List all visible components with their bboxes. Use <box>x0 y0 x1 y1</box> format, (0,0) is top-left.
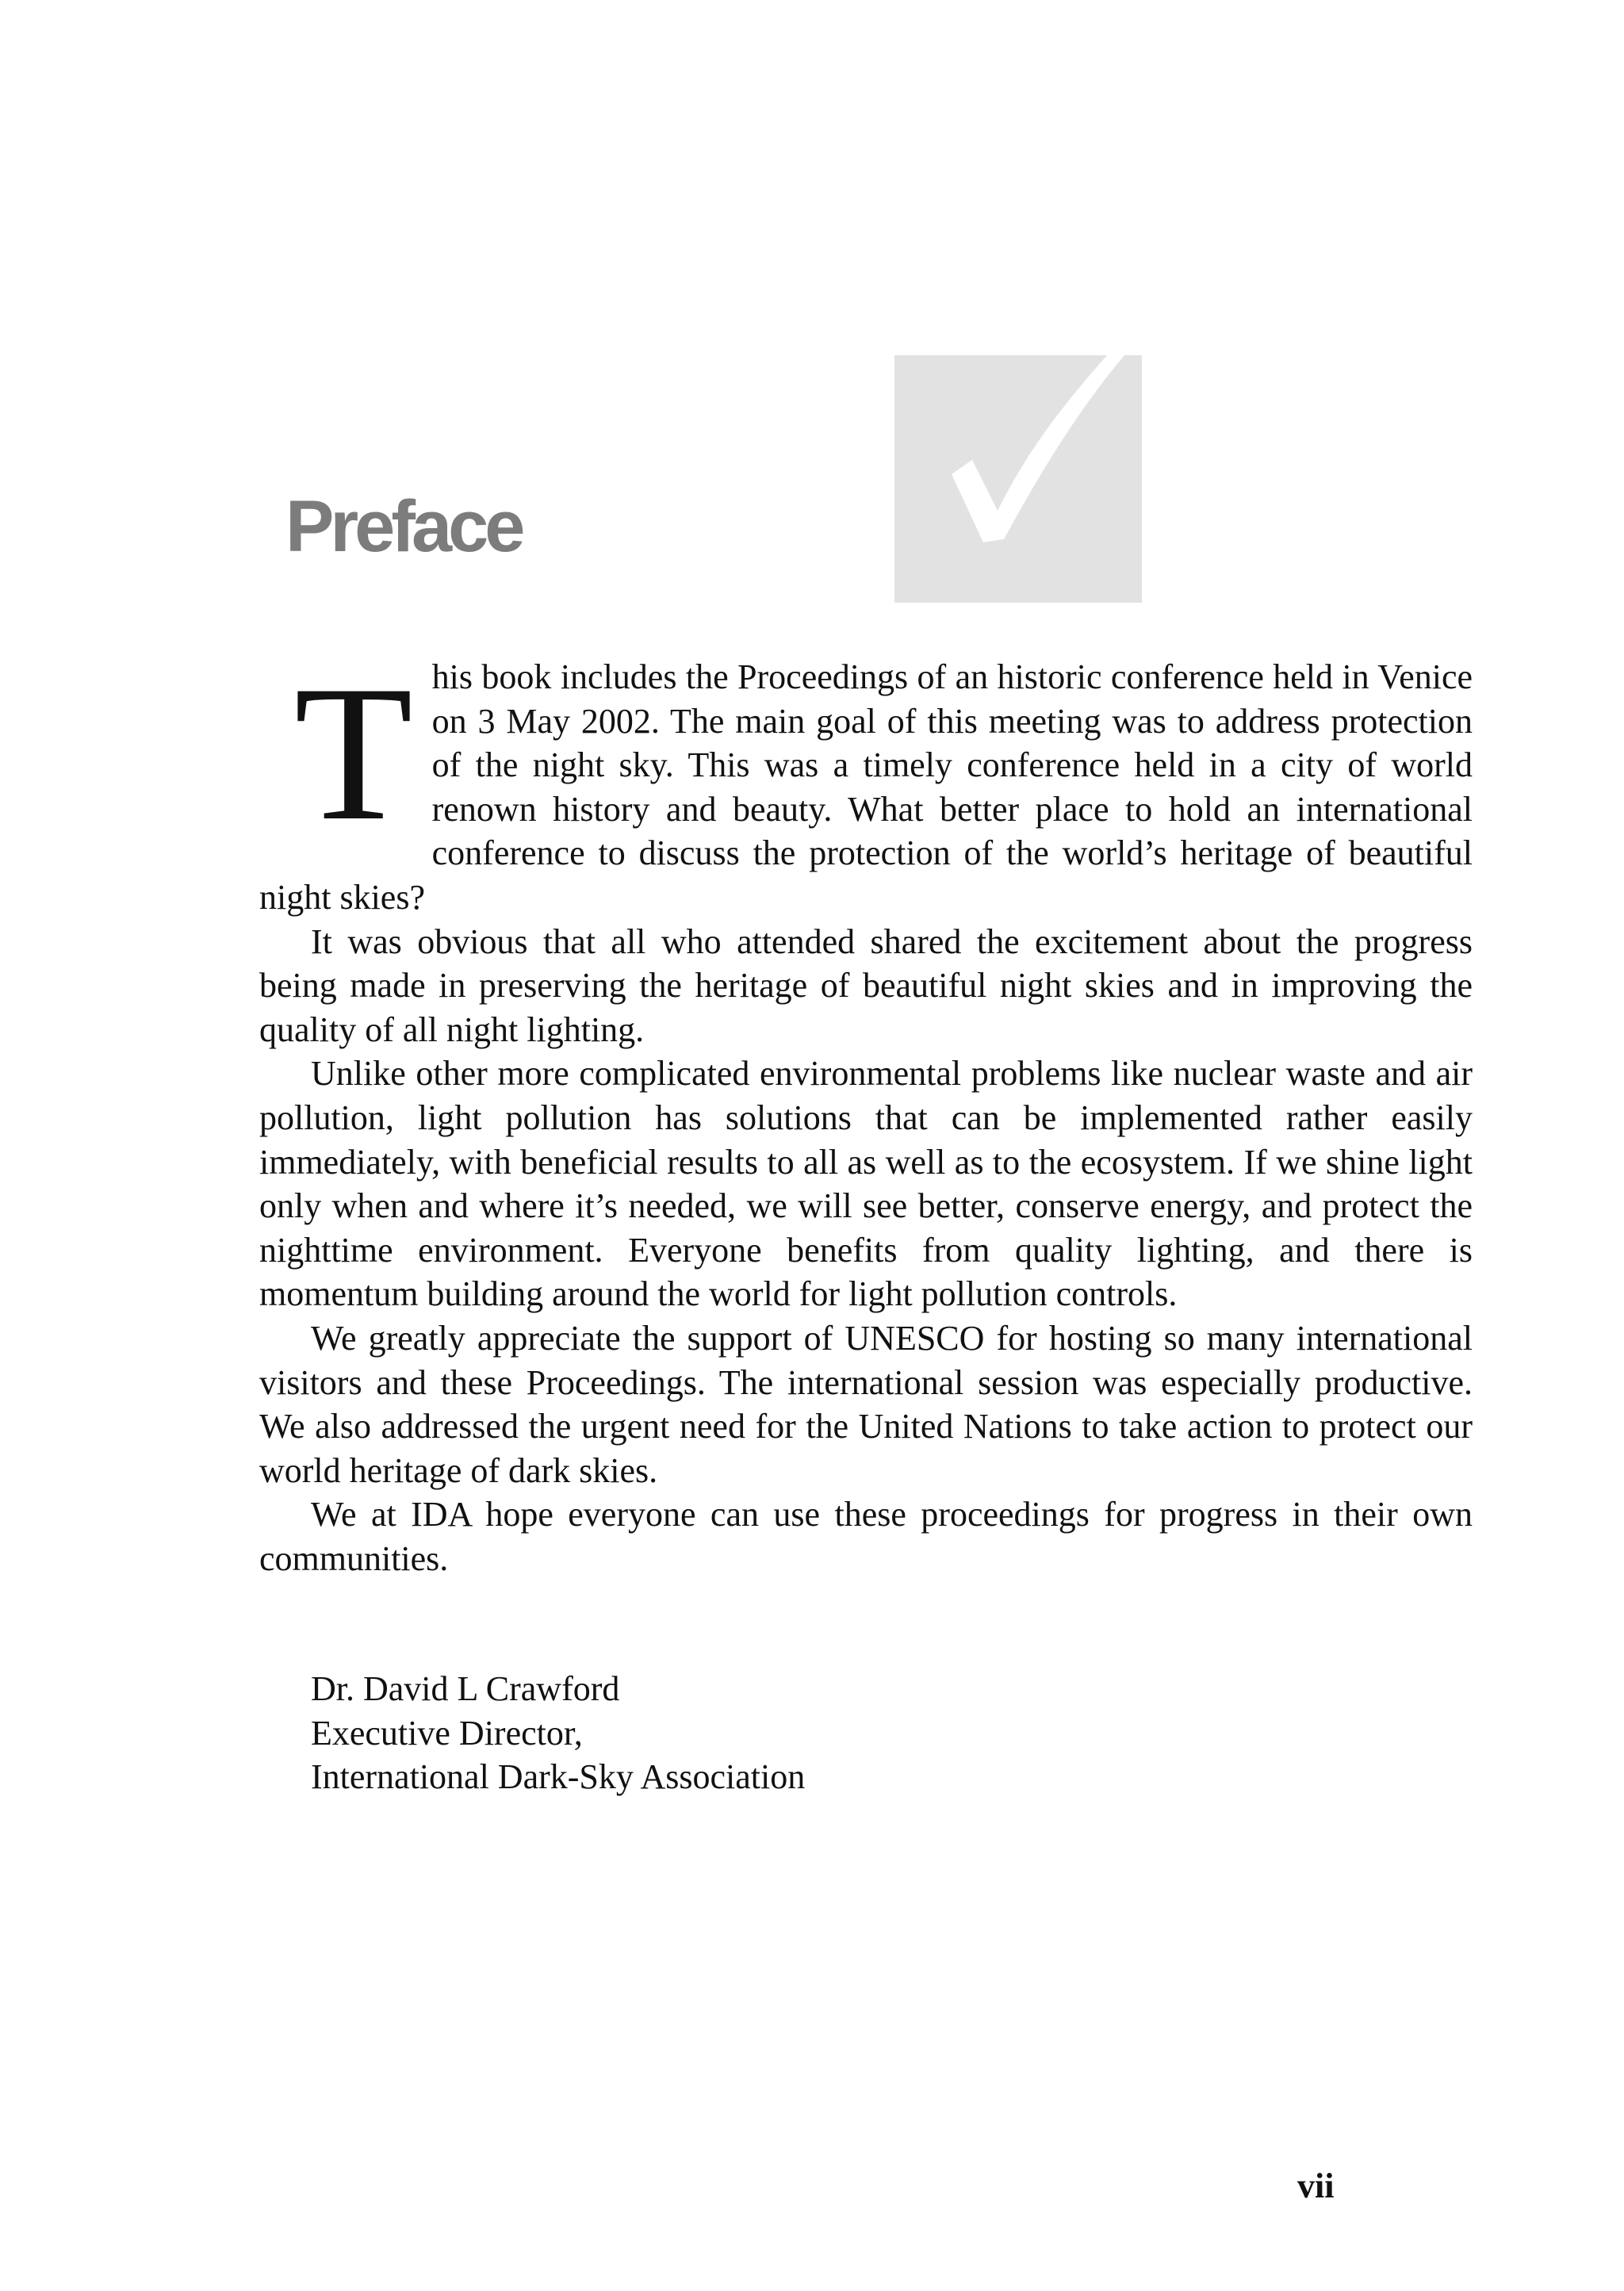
signature-name: Dr. David L Crawford <box>311 1669 620 1708</box>
paragraph-4: We greatly appreciate the support of UNESCO for hosting so many international visitors and these Proceedings. The international session was especially productive. We also addressed the urgent need for the United Nations to take action to protect our world heritage of dark skies. <box>259 1318 1473 1490</box>
paragraph-2: It was obvious that all who attended shared the excitement about the progress being made in preserving the heritage of beautiful night skies and in improving the quality of all night lighting. <box>259 921 1473 1049</box>
check-mark-graphic <box>894 355 1142 603</box>
paragraph-1 <box>259 646 1473 920</box>
check-mark-icon <box>894 355 1142 603</box>
preface-body <box>259 646 1473 1580</box>
page-number: vii <box>1297 2166 1335 2205</box>
paragraph-3: Unlike other more complicated environmental problems like nuclear waste and air pollution, light pollution has solutions that can be implemented rather easily immediately, with beneficial results to all as well as to the ecosystem. If we shine light only when and where it’s needed, we will see better, conserve energy, and protect the nighttime environment. Everyone benefits from quality lighting, and there is momentum building around the world for light pollution controls. <box>259 1054 1473 1314</box>
signature-title: Executive Director, <box>311 1713 583 1753</box>
signature-organization: International Dark-Sky Association <box>311 1757 806 1797</box>
paragraph-5: We at IDA hope everyone can use these proceedings for progress in their own communities. <box>259 1495 1473 1578</box>
drop-cap: T <box>294 646 413 860</box>
paragraph-1-text: his book includes the Proceedings of an historic conference held in Venice on 3 May 2002. The main goal of this meeting was to address protection of the night sky. This was a timely conference held in a city of world renown history and beauty. What better place to hold an international conference to discuss the protection of the world’s heritage of beautiful night skies? <box>259 657 1473 917</box>
page-title: Preface <box>285 486 522 567</box>
signature-block <box>311 1667 805 1799</box>
